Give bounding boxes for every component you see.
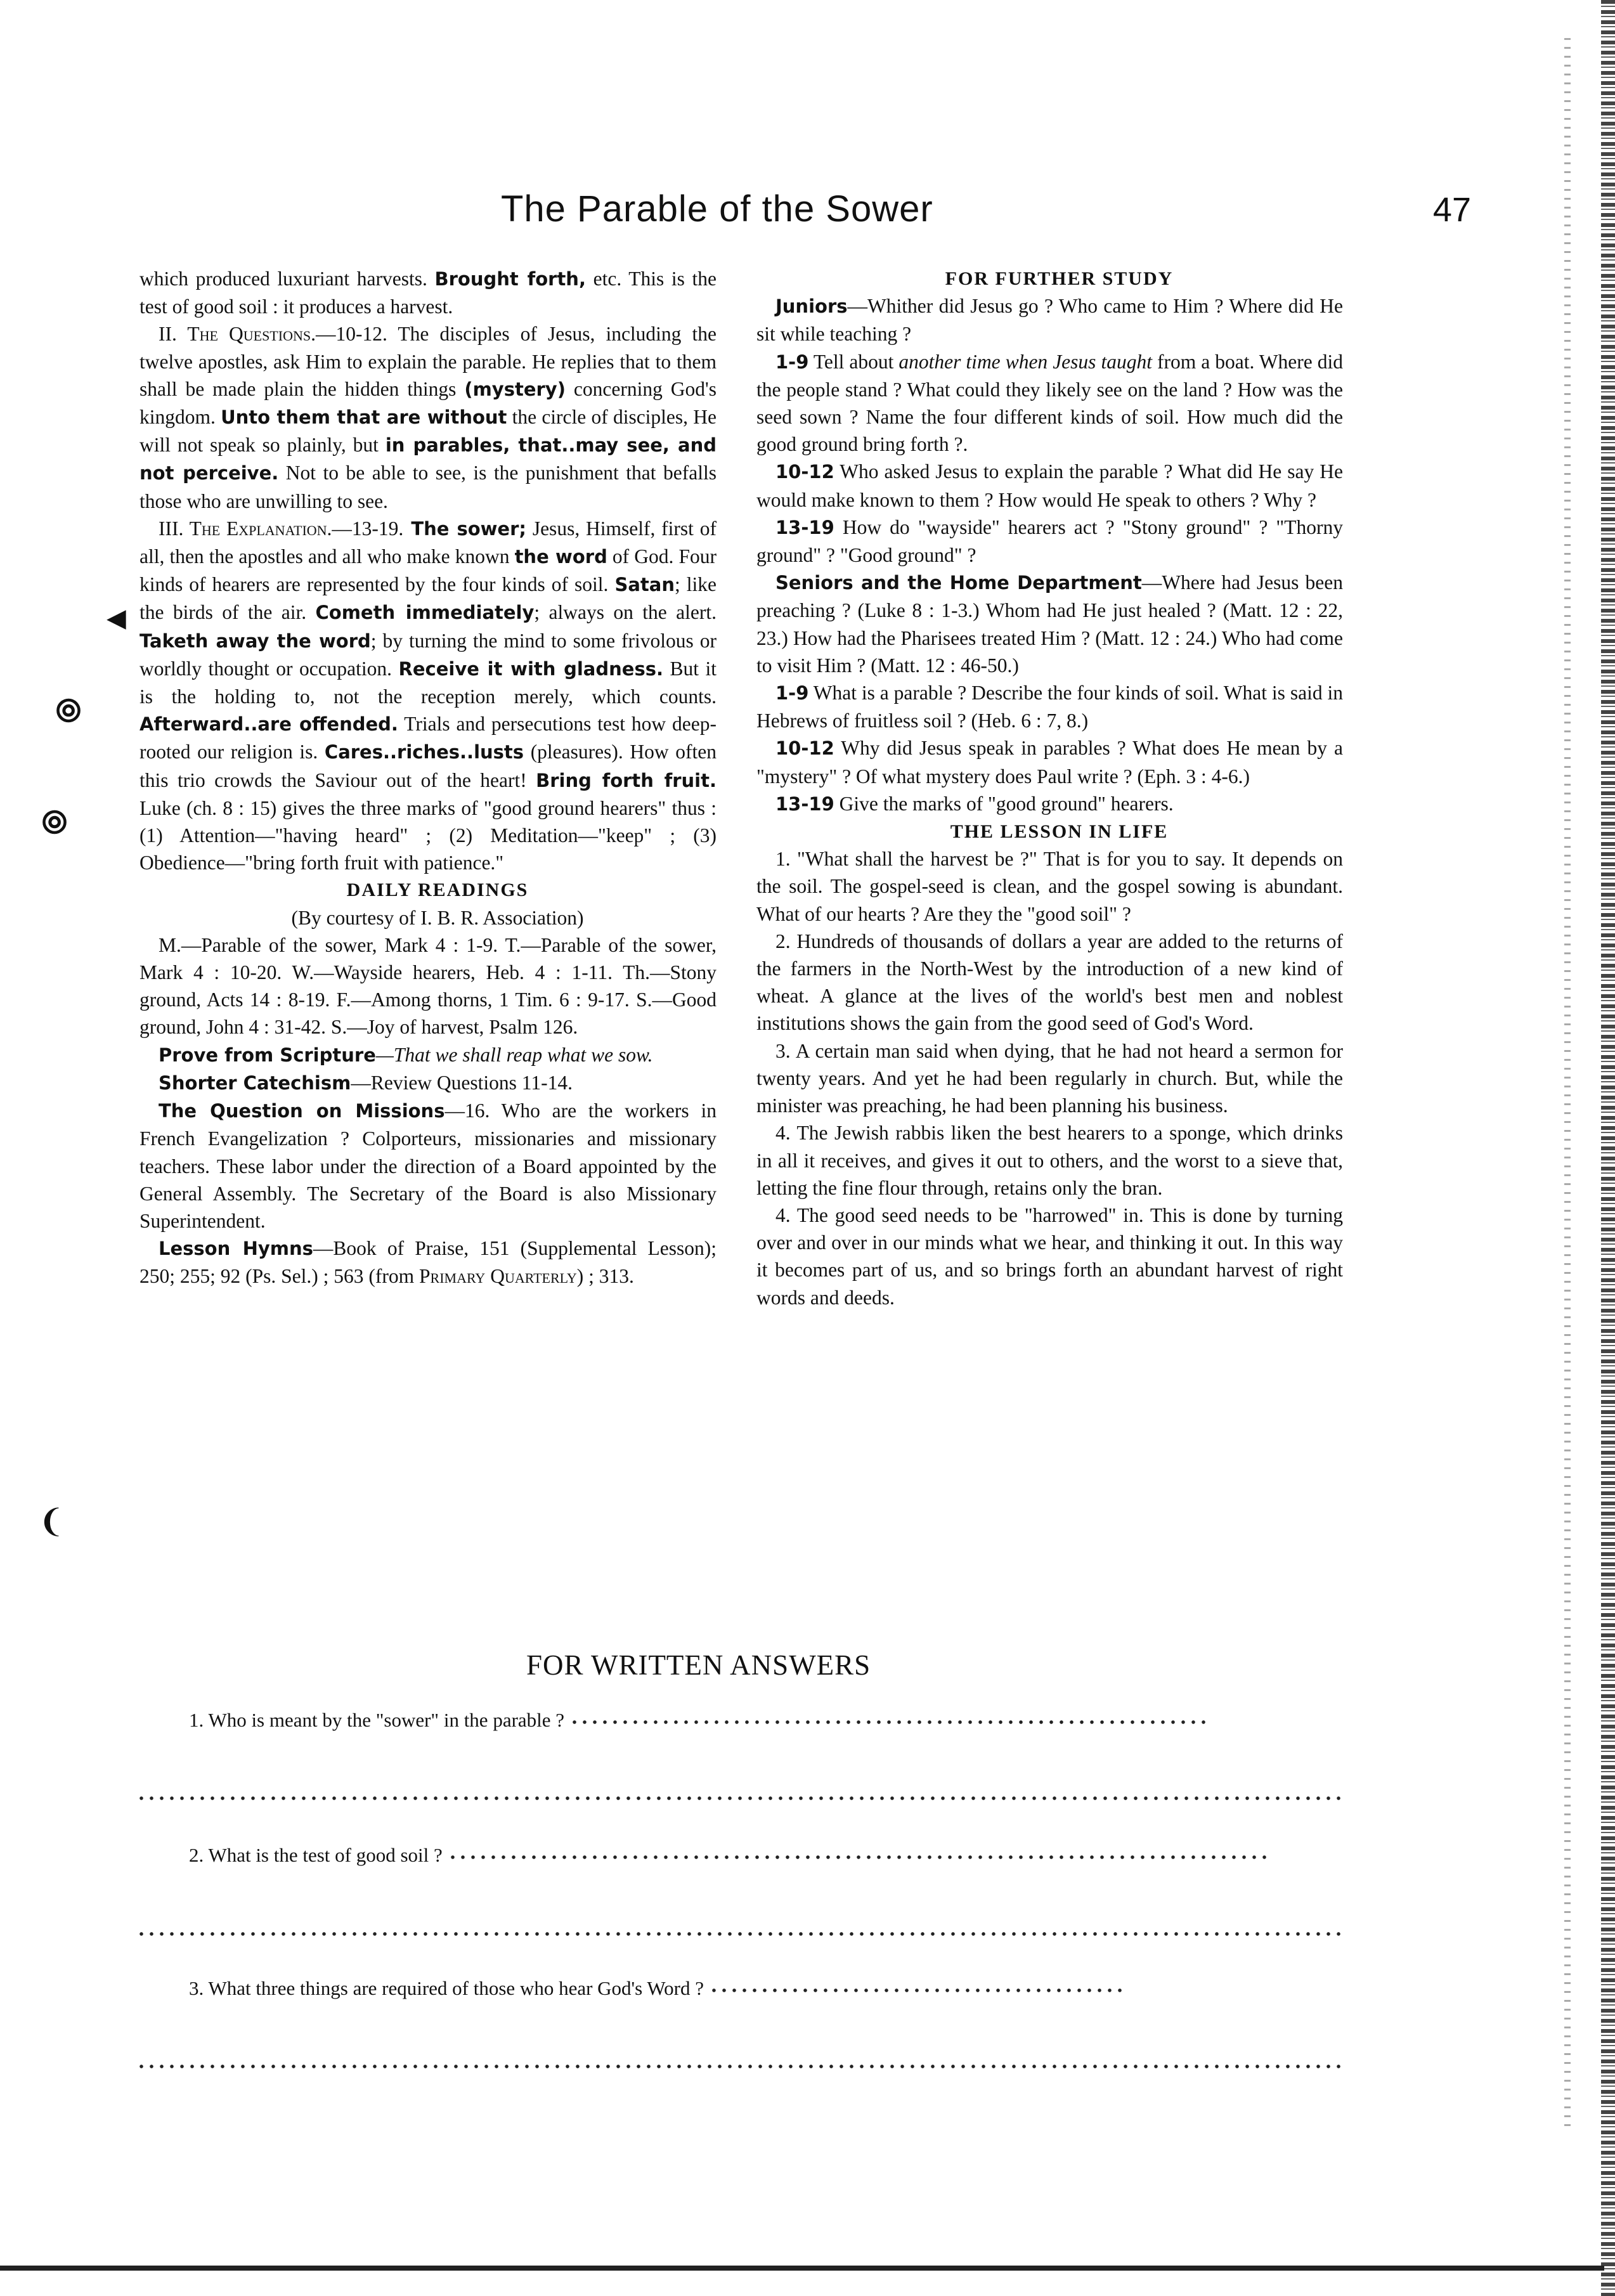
paragraph-questions bbox=[139, 320, 717, 514]
bold-phrase: in parables, that..may see, and not perceive. bbox=[139, 434, 717, 484]
bold-label: The Question on Missions bbox=[159, 1100, 445, 1122]
bold-phrase: the word bbox=[514, 546, 607, 568]
text: But it is the holding to, not the reception merely, which counts. bbox=[139, 657, 717, 708]
text: (pleasures). How often this trio crowds the Saviour out of the heart! bbox=[139, 741, 717, 791]
text: —Review Questions 11-14. bbox=[351, 1071, 573, 1094]
verse-ref: 1-9 bbox=[775, 682, 809, 704]
text: What is a parable ? Describe the four kinds of soil. What is said in Hebrews of fruitless soil ? (Heb. 6 : 7, 8.) bbox=[756, 682, 1343, 732]
prove-from-scripture bbox=[139, 1041, 717, 1069]
lesson-point-3: 3. A certain man said when dying, that he had not heard a sermon for twenty years. And yet he had been regularly in church. But, while the minister was preaching, he had been planning his business. bbox=[756, 1039, 1343, 1117]
seniors-question-1-9 bbox=[756, 679, 1343, 734]
lesson-in-life-heading: THE LESSON IN LIFE bbox=[950, 821, 1169, 843]
answer-line-2[interactable] bbox=[136, 1931, 1341, 1936]
shorter-catechism bbox=[139, 1069, 717, 1097]
bold-phrase: Cometh immediately bbox=[315, 602, 535, 624]
text: —Book of Praise, 151 (Supplemental Lesson); 250; 255; 92 (Ps. Sel.) ; 563 (from bbox=[139, 1237, 717, 1288]
question-on-missions bbox=[139, 1097, 717, 1235]
page-title: The Parable of the Sower bbox=[501, 188, 933, 230]
text: —That we shall reap what we sow. bbox=[375, 1043, 653, 1066]
further-study-heading: FOR FURTHER STUDY bbox=[945, 268, 1174, 289]
text: The disciples of Jesus, including the twelve apostles, ask Him to explain the parable. He replies that to them shall be made plain the hidden things bbox=[139, 323, 717, 400]
bold-phrase: Afterward..are offended. bbox=[139, 713, 398, 736]
small-caps-text: Primary Quarterly bbox=[419, 1265, 577, 1288]
text: from a boat. Where did the people stand ? What could they likely see on the land ? How was the seed sown ? Name the four different kinds of soil. How much did the good ground bring forth ?. bbox=[756, 350, 1344, 456]
text: How do "wayside" hearers act ? "Stony ground" ? "Thorny ground" ? "Good ground" ? bbox=[756, 516, 1343, 567]
text: ) ; 313. bbox=[576, 1265, 634, 1288]
lesson-point-2: 2. Hundreds of thousands of dollars a year are added to the returns of the farmers in the North-West by the introduction of a new kind of wheat. A glance at the lives of the world's best men and noblest institutions shows the gain from the good seed of God's Word. bbox=[756, 930, 1343, 1035]
text: Trials and persecutions test how deep-rooted our religion is. bbox=[139, 713, 717, 763]
bold-phrase: The sower; bbox=[403, 517, 526, 540]
page-header bbox=[127, 188, 1471, 238]
answer-dots bbox=[569, 1720, 1210, 1725]
lesson-point-1: 1. "What shall the harvest be ?" That is for you to say. It depends on the soil. The gospel-seed is clean, and the gospel sowing is abundant. What of our hearts ? Are they the "good soil" ? bbox=[756, 848, 1343, 925]
text: Who asked Jesus to explain the parable ? What did He say He would make known to them ? How would He speak to others ? Why ? bbox=[756, 460, 1343, 511]
text: Not to be able to see, is the punishment that befalls those who are unwilling to see. bbox=[139, 462, 717, 512]
bold-phrase: (mystery) bbox=[464, 378, 566, 400]
section-label: II. The Questions.—10-12. bbox=[159, 323, 387, 346]
margin-bracket-mark: ❨ bbox=[38, 1503, 65, 1540]
page-edge-scan bbox=[1601, 0, 1615, 2296]
juniors-question-13-19 bbox=[756, 514, 1343, 569]
lesson-hymns bbox=[139, 1235, 717, 1290]
margin-bracket-mark: ⦾ bbox=[42, 804, 67, 841]
bold-label: Juniors bbox=[775, 295, 848, 318]
bold-phrase: Cares..riches..lusts bbox=[324, 741, 524, 763]
lesson-point-4: 4. The Jewish rabbis liken the best hearers to a sponge, which drinks in all it receives, and gives it out to others, and the worst to a sieve that, letting the fine flour through, retains only the bran. bbox=[756, 1122, 1343, 1199]
text: which produced luxuriant harvests. bbox=[139, 268, 435, 290]
verse-ref: 10-12 bbox=[775, 737, 834, 760]
bold-phrase: Satan bbox=[614, 574, 675, 596]
page-number: 47 bbox=[1432, 191, 1471, 229]
question-text: 1. Who is meant by the "sower" in the parable ? bbox=[189, 1709, 565, 1731]
paragraph-intro bbox=[139, 265, 717, 320]
text: —Where had Jesus been preaching ? (Luke 8 : 1-3.) Whom had He just healed ? (Matt. 12 : 22, 23.) How had the Pharisees treated Him ? (Matt. 12 : 24.) Who had come to visit Him ? (Matt. 12 : 46-50.) bbox=[756, 571, 1343, 677]
daily-readings-subtitle: (By courtesy of I. B. R. Association) bbox=[291, 906, 584, 929]
text: Give the marks of "good ground" hearers. bbox=[834, 792, 1174, 815]
daily-readings-heading: DAILY READINGS bbox=[346, 879, 529, 901]
left-column bbox=[139, 265, 717, 1290]
written-question-2 bbox=[189, 1844, 1272, 1867]
paragraph-explanation bbox=[139, 515, 717, 877]
text: Why did Jesus speak in parables ? What does He mean by a "mystery" ? Of what mystery does Paul write ? (Eph. 3 : 4-6.) bbox=[756, 737, 1343, 788]
bold-label: Lesson Hymns bbox=[159, 1238, 313, 1260]
bold-label: Seniors and the Home Department bbox=[775, 572, 1142, 594]
text: etc. This is the test of good soil : it produces a harvest. bbox=[139, 268, 717, 318]
text: ; by turning the mind to some frivolous or worldly thought or occupation. bbox=[139, 629, 717, 680]
lesson-point-5: 4. The good seed needs to be "harrowed" in. This is done by turning over and over in our minds what we hear, and thinking it out. In this way it becomes part of us, and so brings forth an abundant harvest of right words and deeds. bbox=[756, 1203, 1343, 1309]
verse-ref: 13-19 bbox=[775, 793, 834, 815]
text: —Whither did Jesus go ? Who came to Him ? Where did He sit while teaching ? bbox=[756, 295, 1343, 346]
written-question-1 bbox=[189, 1709, 1210, 1732]
text: concerning God's kingdom. bbox=[139, 377, 717, 429]
bold-phrase: Unto them that are without bbox=[221, 406, 507, 429]
page-edge-shadow bbox=[1564, 38, 1571, 2131]
text: —16. Who are the workers in French Evangelization ? Colporteurs, missionaries and missionary teachers. These labor under the direction of a Board appointed by the General Assembly. The Secretary of the Board is also Missionary Superintendent. bbox=[139, 1099, 717, 1232]
right-column bbox=[756, 265, 1343, 1311]
page-bottom-rule bbox=[0, 2266, 1604, 2271]
daily-readings-list: M.—Parable of the sower, Mark 4 : 1-9. T.—Parable of the sower, Mark 4 : 10-20. W.—Wayside hearers, Heb. 4 : 1-11. Th.—Stony ground, Acts 14 : 8-19. F.—Among thorns, 1 Tim. 6 : 9-17. S.—Good ground, John 4 : 31-42. S.—Joy of harvest, Psalm 126. bbox=[139, 933, 717, 1039]
italic-text: another time when Jesus taught bbox=[898, 350, 1152, 373]
juniors-question-1-9 bbox=[756, 348, 1343, 458]
seniors-section bbox=[756, 569, 1343, 679]
verse-ref: 13-19 bbox=[775, 516, 834, 538]
juniors-section bbox=[756, 292, 1343, 347]
text: Jesus, Himself, first of all, then the apostles and all who make known bbox=[139, 517, 717, 568]
text: of God. Four kinds of hearers are represented by the four kinds of soil. bbox=[139, 545, 717, 596]
margin-bracket-mark: ⦾ bbox=[56, 692, 81, 729]
answer-line-1[interactable] bbox=[136, 1796, 1341, 1801]
text: ; always on the alert. bbox=[534, 601, 717, 624]
seniors-question-10-12 bbox=[756, 734, 1343, 789]
text: the circle of disciples, He will not speak so plainly, but bbox=[139, 406, 717, 457]
bold-phrase: Taketh away the word bbox=[139, 630, 371, 652]
verse-ref: 1-9 bbox=[775, 351, 809, 373]
text: ; like the birds of the air. bbox=[139, 573, 717, 624]
written-question-3 bbox=[189, 1977, 1124, 2000]
verse-ref: 10-12 bbox=[775, 461, 834, 483]
question-text: 2. What is the test of good soil ? bbox=[189, 1844, 443, 1866]
bold-phrase: Receive it with gladness. bbox=[398, 658, 663, 680]
answer-dots bbox=[709, 1988, 1124, 1993]
text: Tell about bbox=[808, 350, 899, 373]
margin-pointer-mark: ◀ bbox=[107, 604, 126, 633]
bold-label: Shorter Catechism bbox=[159, 1072, 351, 1094]
written-answers-heading: FOR WRITTEN ANSWERS bbox=[526, 1649, 871, 1681]
seniors-question-13-19 bbox=[756, 790, 1343, 818]
juniors-question-10-12 bbox=[756, 458, 1343, 513]
question-text: 3. What three things are required of those who hear God's Word ? bbox=[189, 1977, 704, 1999]
text: Luke (ch. 8 : 15) gives the three marks of "good ground hearers" thus : (1) Attention—"having heard" ; (2) Meditation—"keep" ; (3) Obedience—"bring forth fruit with patience." bbox=[139, 796, 717, 874]
answer-line-3[interactable] bbox=[136, 2064, 1341, 2069]
section-label: III. The Explanation.—13-19. bbox=[159, 517, 404, 540]
bold-label: Prove from Scripture bbox=[159, 1044, 376, 1066]
answer-dots bbox=[448, 1855, 1272, 1860]
bold-phrase: Bring forth fruit. bbox=[536, 769, 717, 791]
bold-phrase: Brought forth, bbox=[434, 268, 586, 290]
